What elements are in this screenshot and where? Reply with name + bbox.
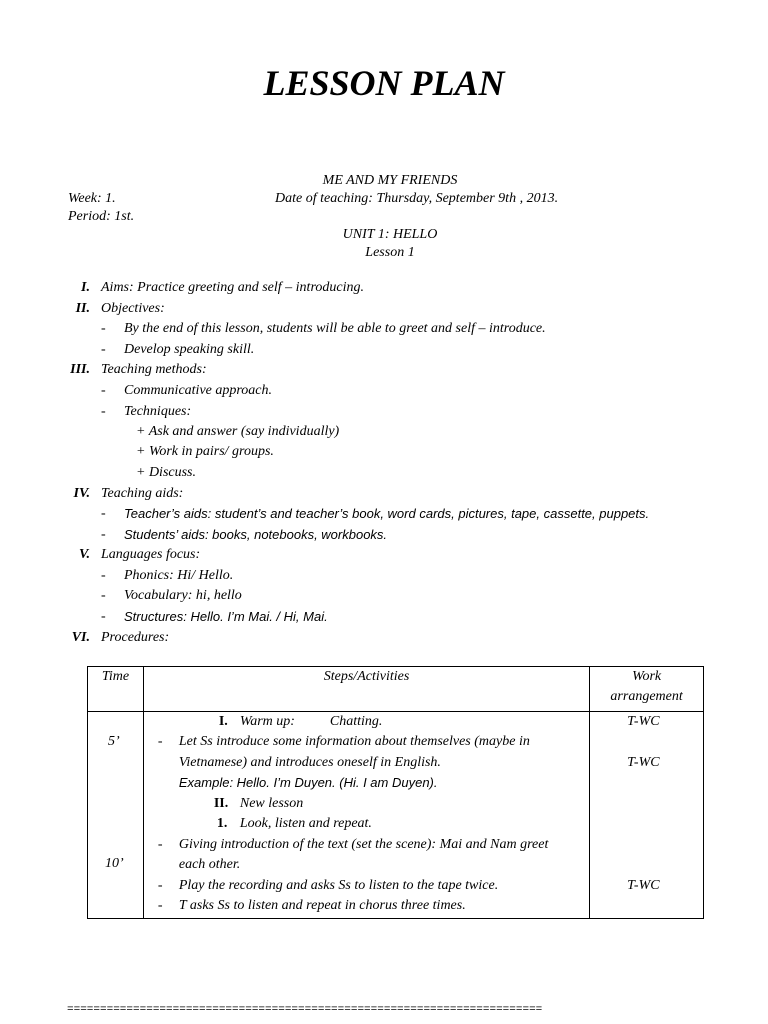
bullet-dash: -	[101, 527, 106, 542]
bullet-dash: -	[101, 404, 106, 419]
procedures-table	[87, 666, 704, 919]
bullet-dash: -	[101, 568, 106, 583]
section-heading: Objectives:	[101, 301, 165, 316]
time-cell	[88, 712, 144, 919]
activity-text: T asks Ss to listen and repeat in chorus three times.	[178, 898, 466, 913]
section-number: II.	[75, 301, 90, 316]
aims-text: Aims: Practice greeting and self – introducing.	[101, 280, 364, 295]
bullet-dash: -	[101, 506, 106, 521]
header-work-line2: arrangement	[610, 689, 683, 704]
table-row	[88, 712, 704, 919]
work-cell	[590, 712, 704, 919]
section-number: III.	[70, 362, 90, 377]
example-text: Example: Hello. I’m Duyen. (Hi. I am Duyen).	[178, 775, 438, 790]
step-heading: Warm up:	[239, 714, 295, 729]
unit-title: UNIT 1: HELLO	[342, 227, 438, 242]
step-activity: Chatting.	[329, 714, 383, 729]
subtitle: ME AND MY FRIENDS	[322, 173, 458, 188]
section-number: V.	[78, 547, 90, 562]
bullet-dash: -	[157, 837, 163, 852]
week-label: Week: 1.	[68, 191, 116, 206]
step-number: II.	[213, 796, 229, 811]
bullet-dash: -	[157, 734, 163, 749]
language-focus-item: Structures: Hello. I’m Mai. / Hi, Mai.	[124, 609, 328, 624]
bullet-dash: -	[101, 383, 106, 398]
time-value: 10’	[105, 856, 124, 871]
bullet-dash: -	[101, 588, 106, 603]
page-title: LESSON PLAN	[263, 63, 505, 103]
method-item: Communicative approach.	[124, 383, 273, 398]
period-label: Period: 1st.	[68, 209, 135, 224]
activity-text: Giving introduction of the text (set the scene): Mai and Nam greet	[178, 837, 549, 852]
bullet-dash: -	[101, 609, 106, 624]
work-value: T-WC	[627, 878, 660, 893]
section-heading: Teaching aids:	[101, 486, 184, 501]
language-focus-item: Phonics: Hi/ Hello.	[124, 568, 234, 583]
section-heading: Languages focus:	[101, 547, 201, 562]
technique-item: + Discuss.	[136, 465, 197, 480]
step-number: I.	[218, 714, 228, 729]
activity-text: Vietnamese) and introduces oneself in English.	[178, 755, 441, 770]
objective-item: By the end of this lesson, students will be able to greet and self – introduce.	[124, 321, 546, 336]
technique-item: + Ask and answer (say individually)	[136, 424, 340, 439]
teaching-aid-item: Teacher’s aids: student’s and teacher’s book, word cards, pictures, tape, cassette, puppets.	[124, 506, 650, 521]
step-number: 1.	[216, 816, 228, 831]
language-focus-item: Vocabulary: hi, hello	[124, 588, 242, 603]
method-item: Techniques:	[124, 404, 192, 419]
section-heading: Procedures:	[101, 630, 170, 645]
step-heading: Look, listen and repeat.	[239, 816, 372, 831]
steps-cell	[143, 712, 589, 919]
work-value: T-WC	[627, 755, 660, 770]
lesson-title: Lesson 1	[365, 245, 415, 260]
teaching-date: Date of teaching: Thursday, September 9th , 2013.	[275, 191, 559, 206]
bullet-dash: -	[157, 898, 163, 913]
bullet-dash: -	[101, 321, 106, 336]
bullet-dash: -	[101, 342, 106, 357]
technique-item: + Work in pairs/ groups.	[136, 444, 274, 459]
header-steps: Steps/Activities	[143, 667, 589, 712]
step-heading: New lesson	[239, 796, 304, 811]
header-work-line1: Work	[632, 669, 662, 684]
work-value: T-WC	[627, 714, 660, 729]
section-number: I.	[81, 280, 90, 295]
table-header-row	[88, 667, 704, 712]
section-number: IV.	[73, 486, 90, 501]
activity-text: Let Ss introduce some information about themselves (maybe in	[178, 734, 530, 749]
teaching-aid-item: Students’ aids: books, notebooks, workbooks.	[124, 527, 388, 542]
header-time: Time	[88, 667, 144, 712]
time-value: 5’	[108, 734, 120, 749]
activity-text: each other.	[178, 857, 241, 872]
activity-text: Play the recording and asks Ss to listen to the tape twice.	[178, 878, 499, 893]
section-heading: Teaching methods:	[101, 362, 207, 377]
footer-divider: ========================================================================	[67, 1004, 543, 1016]
section-number: VI.	[71, 630, 90, 645]
bullet-dash: -	[157, 878, 163, 893]
header-work-arrangement	[590, 667, 704, 712]
objective-item: Develop speaking skill.	[124, 342, 255, 357]
